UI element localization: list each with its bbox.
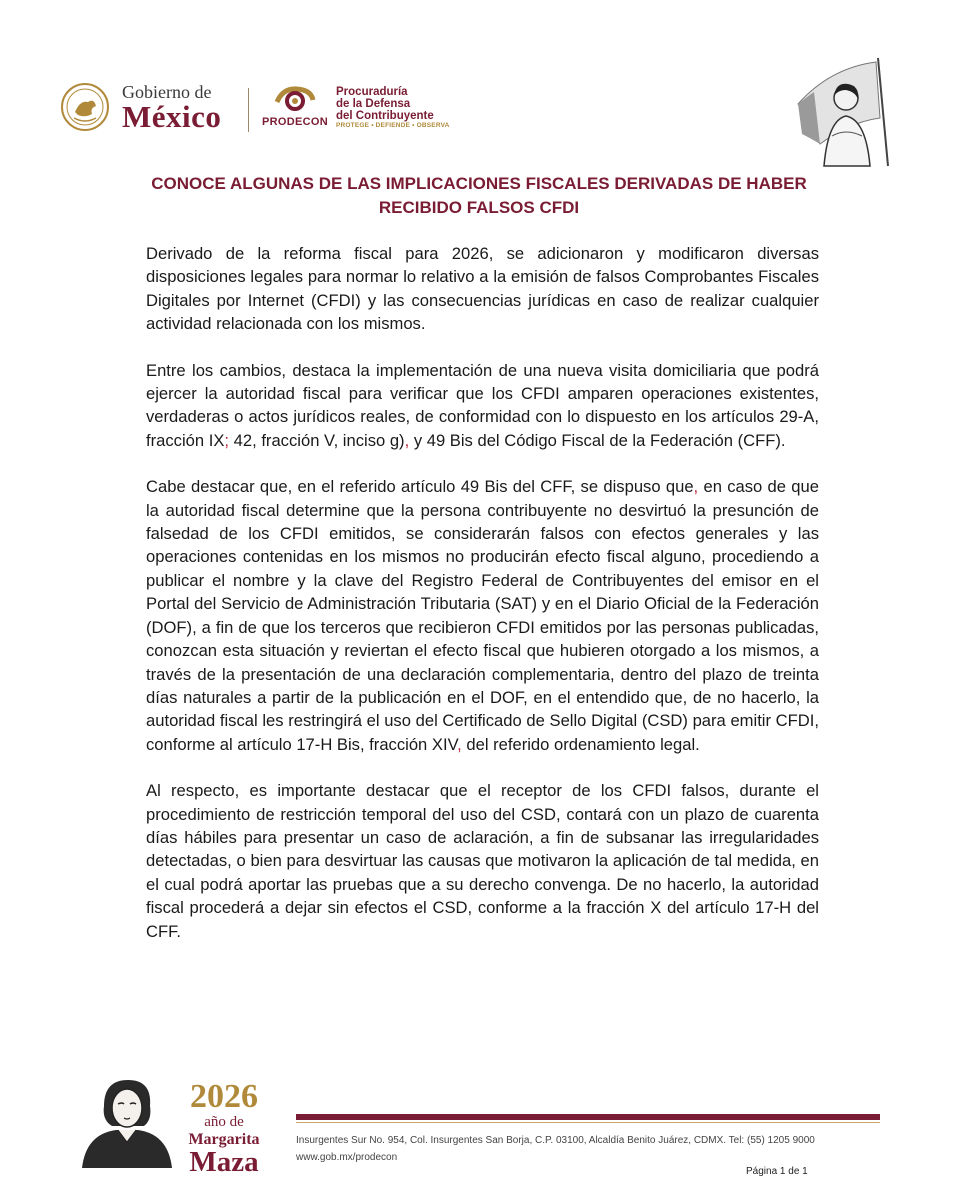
title-line-2: RECIBIDO FALSOS CFDI (378, 198, 580, 217)
flag-heroine-illustration-icon (780, 48, 896, 168)
paragraph-2-part-a: Entre los cambios, destaca la implementación de una nueva visita domiciliaria que podrá ejercer la autoridad fiscal para verificar que los CFDI amparen operaciones existentes, verdaderas o actos jurídicos reales, de conformidad con lo dispuesto en los artículos 29-A, fracción IX (146, 360, 819, 450)
prodecon-line-2: de la Defensa (336, 98, 411, 111)
paragraph-4: Al respecto, es importante destacar que el receptor de los CFDI falsos, durante el procedimiento de restricción temporal del uso del CSD, contará con un plazo de cuarenta días hábiles para presentar un caso de aclaración, a fin de subsanar las irregularidades detectadas, o bien para desvirtuar las causas que motivaron la aplicación de tal medida, en el cual podrá aportar las pruebas que a su derecho convenga. De no hacerlo, la autoridad fiscal procederá a dejar sin efectos el CSD, conforme a la fracción X del artículo 17-H del CFF. (146, 781, 819, 941)
page-number: Página 1 de 1 (746, 1166, 808, 1177)
paragraph-1: Derivado de la reforma fiscal para 2026, se adicionaron y modificaron diversas disposiciones legales para normar lo relativo a la emisión de falsos Comprobantes Fiscales Digitales por Internet (CFDI) y las consecuencias jurídicas en caso de realizar cualquier actividad relacionada con los mismos. (146, 244, 819, 334)
highlight-comma: , (404, 430, 410, 450)
footer-rule (296, 1122, 880, 1123)
prodecon-emblem-icon (273, 84, 317, 114)
prodecon-acronym: PRODECON (262, 116, 328, 128)
prodecon-line-3: del Contribuyente (336, 110, 434, 123)
margarita-maza-portrait-icon (78, 1076, 174, 1168)
year-anio-text: año de (204, 1114, 244, 1130)
highlight-semicolon: ; (224, 430, 230, 450)
paragraph-3-part-a: Cabe destacar que, en el referido artículo 49 Bis del CFF, se dispuso que (146, 477, 694, 497)
paragraph-3 (146, 475, 819, 756)
paragraph-2-part-c: y 49 Bis del Código Fiscal de la Federación (CFF). (409, 430, 786, 450)
paragraph-3-part-b: en caso de que la autoridad fiscal determine que la persona contribuyente no desvirtuó la presunción de falsedad de los CFDI emitidos, se considerarán falsos con efectos generales y las operaciones contenidas en los mismos no producirán efecto fiscal alguno, procediendo a publicar el nombre y la clave del Registro Federal de Contribuyentes del emisor en el Portal del Servicio de Administración Tributaria (SAT) y en el Diario Oficial de la Federación (DOF), a fin de que los terceros que recibieron CFDI emitidos por las personas publicadas, conozcan esta situación y reviertan el efecto fiscal que hubieren otorgado a los mismos, a través de la presentación de una declaración complementaria, dentro del plazo de treinta días naturales a partir de la publicación en el DOF, en el entendido que, de no hacerlo, la autoridad fiscal les restringirá el uso del Certificado de Sello Digital (CSD) para emitir CFDI, conforme al artículo 17-H Bis, fracción XIV (146, 477, 819, 754)
national-seal-icon (60, 82, 110, 132)
year-name-first: Margarita (188, 1131, 260, 1148)
gov-small-text: Gobierno de (122, 81, 212, 102)
gobierno-de-mexico-logo (60, 82, 221, 132)
paragraph-3-part-c: del referido ordenamiento legal. (461, 734, 700, 754)
footer-website-link[interactable]: www.gob.mx/prodecon (296, 1152, 398, 1163)
year-number: 2026 (190, 1078, 258, 1115)
highlight-comma: , (457, 734, 462, 754)
year-name-last: Maza (189, 1146, 259, 1178)
page-title (100, 172, 858, 220)
prodecon-line-1: Procuraduría (336, 86, 408, 98)
footer-address: Insurgentes Sur No. 954, Col. Insurgentes San Borja, C.P. 03100, Alcaldía Benito Juárez, CDMX. Tel: (55) 1205 9000 (296, 1135, 815, 1146)
title-line-1: CONOCE ALGUNAS DE LAS IMPLICACIONES FISCALES DERIVADAS DE HABER (151, 174, 807, 193)
year-badge (176, 1080, 272, 1177)
paragraph-2 (146, 359, 819, 453)
footer-bar (296, 1114, 880, 1120)
document-body (146, 242, 819, 966)
page-header (60, 60, 900, 170)
header-divider (248, 88, 249, 132)
gov-big-text: México (122, 98, 222, 134)
prodecon-slogan: PROTEGE • DEFIENDE • OBSERVA (336, 122, 450, 130)
prodecon-logo (262, 84, 450, 130)
paragraph-2-part-b: 42, fracción V, inciso g) (229, 430, 405, 450)
highlight-comma: , (693, 477, 699, 497)
